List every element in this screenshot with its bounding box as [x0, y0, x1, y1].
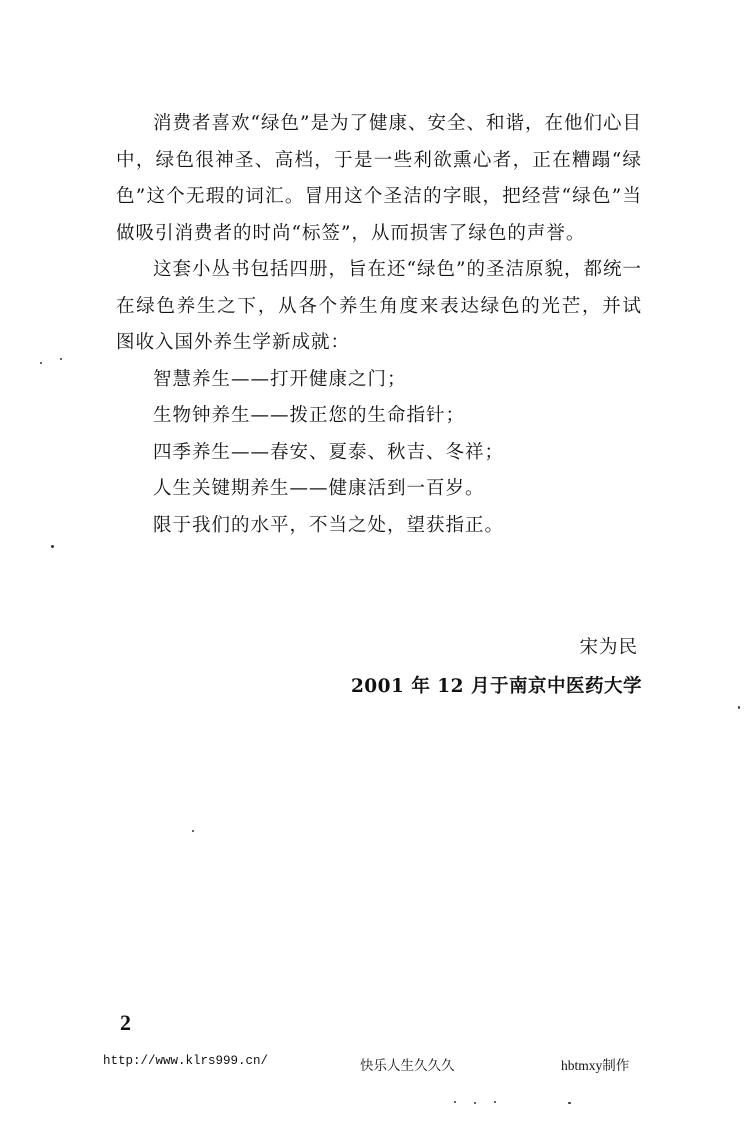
scan-speck	[494, 1101, 496, 1103]
book-item: 人生关键期养生——健康活到一百岁。	[153, 478, 485, 499]
footer-url: http://www.klrs999.cn/	[103, 1054, 269, 1068]
footer-credit: hbtmxy制作	[561, 1058, 630, 1073]
book-list	[116, 362, 642, 545]
closing-line: 限于我们的水平，不当之处，望获指正。	[153, 514, 505, 536]
author-signature: 宋为民	[579, 637, 638, 658]
scan-speck	[60, 358, 62, 360]
scan-speck	[474, 1102, 476, 1104]
scan-speck	[738, 706, 740, 709]
book-item: 四季养生——春安、夏泰、秋吉、冬祥；	[153, 441, 505, 463]
scan-speck	[40, 362, 42, 364]
date-place-line: 2001 年 12 月于南京中医药大学	[350, 676, 642, 697]
scan-speck	[454, 1101, 456, 1103]
book-item: 智慧养生——打开健康之门；	[153, 368, 407, 390]
page-number: 2	[120, 1010, 131, 1035]
scan-speck	[192, 830, 194, 832]
scan-speck	[51, 545, 54, 548]
paragraph-series-intro: 这套小丛书包括四册，旨在还“绿色”的圣洁原貌，都统一在绿色养生之下，从各个养生角度来表达绿色的光芒，并试图收入国外养生学新成就：	[116, 259, 642, 353]
paragraph-green-reputation: 消费者喜欢“绿色”是为了健康、安全、和谐，在他们心目中，绿色很神圣、高档，于是一些利欲熏心者，正在糟蹋“绿色”这个无瑕的词汇。冒用这个圣洁的字眼，把经营“绿色”当做吸引消费者的时尚“标签”，从而损害了绿色的声誉。	[116, 113, 642, 244]
book-item: 生物钟养生——拨正您的生命指针；	[153, 405, 466, 426]
body-text	[116, 106, 642, 544]
footer-center-text: 快乐人生久久久	[360, 1058, 455, 1073]
scan-speck	[568, 1102, 571, 1104]
